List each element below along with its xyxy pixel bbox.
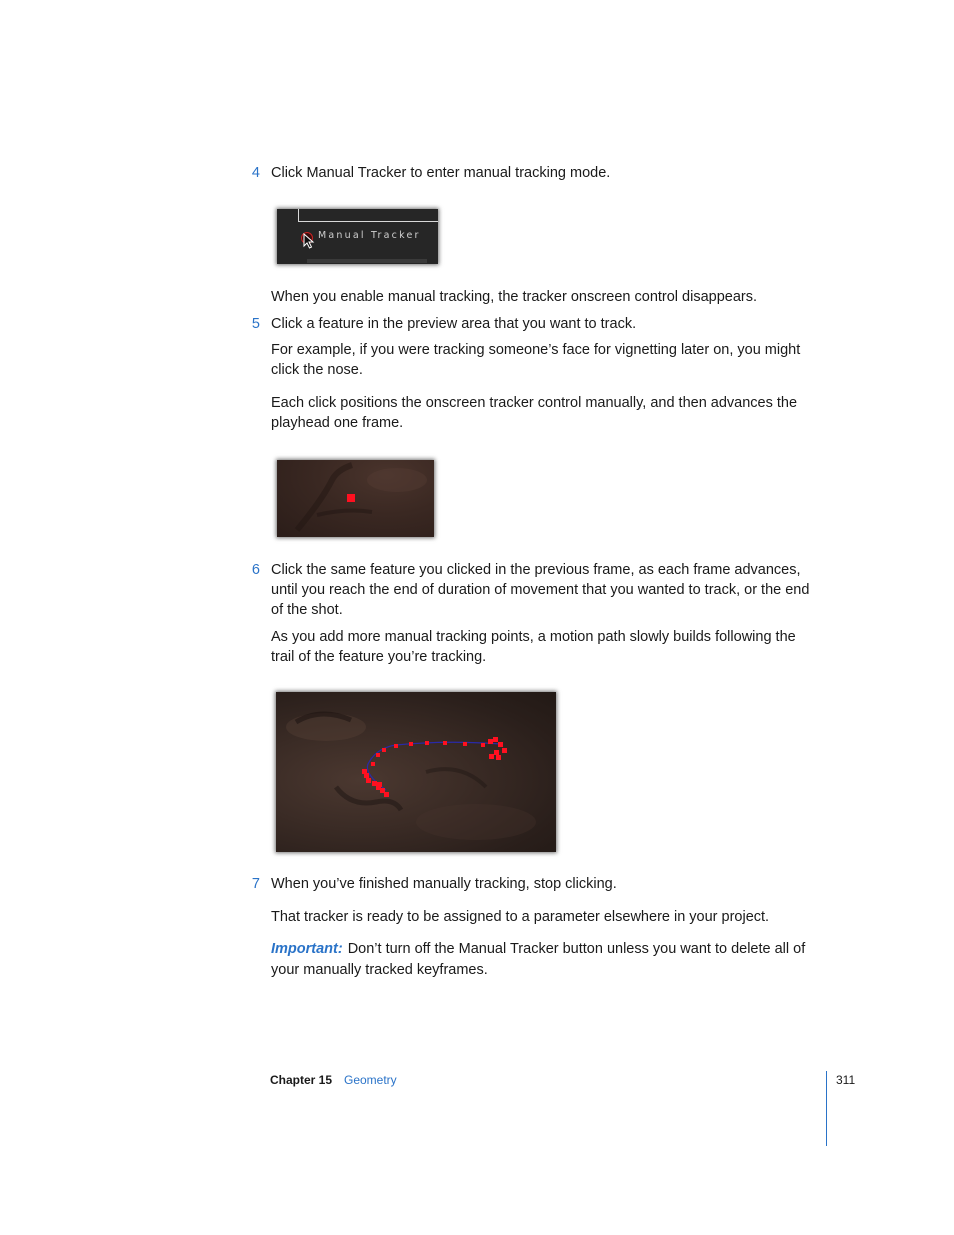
- page-number: 311: [836, 1073, 856, 1087]
- step-6-text: Click the same feature you clicked in the previous frame, as each frame advances, until you reach the end of duration of movement that you wanted to track, or the end of the shot.: [271, 562, 810, 618]
- footer-chapter: Chapter 15: [270, 1073, 333, 1087]
- step-5-text: Click a feature in the preview area that you want to track.: [271, 316, 637, 332]
- footer-chapter-title: Geometry: [344, 1073, 397, 1087]
- important-text: Don’t turn off the Manual Tracker button unless you want to delete all of your manually tracked keyframes.: [271, 941, 806, 978]
- important-label: Important:: [271, 941, 343, 957]
- manual-tracker-label: Manual Tracker: [318, 230, 421, 241]
- step-5-example: For example, if you were tracking someone’s face for vignetting later on, you might click the nose.: [271, 342, 801, 378]
- step-4-text: Click Manual Tracker to enter manual tracking mode.: [271, 165, 611, 181]
- important-note: [271, 939, 811, 981]
- next-control-edge: [307, 259, 427, 263]
- step-7-explanation: That tracker is ready to be assigned to a parameter elsewhere in your project.: [271, 909, 770, 925]
- face-closeup-image: [277, 460, 434, 537]
- manual-tracker-screenshot: [277, 209, 438, 264]
- step-number-5: 5: [251, 316, 260, 332]
- step-number-6: 6: [251, 562, 260, 578]
- motion-path-screenshot: [276, 692, 556, 852]
- mouse-pointer-icon: [303, 233, 315, 249]
- tracker-point-icon: [347, 494, 355, 502]
- footer-rule: [826, 1071, 827, 1146]
- panel-frame-line: [298, 209, 438, 222]
- face-motion-path-image: [276, 692, 556, 852]
- step-4-result: When you enable manual tracking, the tracker onscreen control disappears.: [271, 289, 758, 305]
- tracking-keyframe-points: [362, 737, 507, 797]
- step-5-explanation: Each click positions the onscreen tracker control manually, and then advances the playhead one frame.: [271, 395, 798, 431]
- single-tracking-point-screenshot: [277, 460, 434, 537]
- step-7-text: When you’ve finished manually tracking, stop clicking.: [271, 876, 617, 892]
- step-number-7: 7: [251, 876, 260, 892]
- step-6-explanation: As you add more manual tracking points, a motion path slowly builds following the trail of the feature you’re tracking.: [271, 629, 796, 665]
- step-number-4: 4: [251, 165, 260, 181]
